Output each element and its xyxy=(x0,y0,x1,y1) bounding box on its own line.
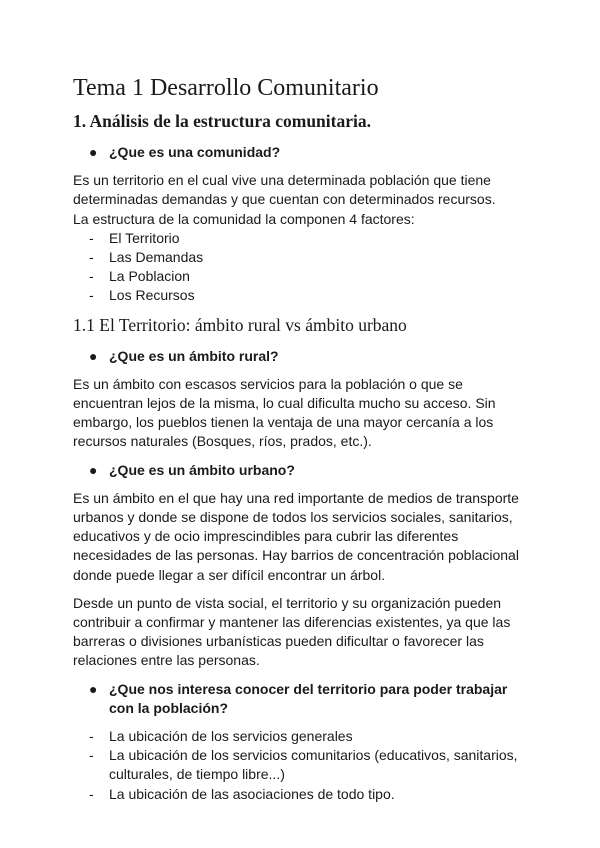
paragraph-urbano: Es un ámbito en el que hay una red importante de medios de transporte urbanos y donde se dispone de todos los servicios sociales, sanitarios, educativos y de ocio imprescindibles para cubrir las diferentes necesidades de las personas. Hay barrios de concentración poblacional donde puede llegar a ser difícil encontrar un árbol. xyxy=(73,489,519,583)
bullet-icon: ● xyxy=(89,347,98,364)
list-item: - La ubicación de las asociaciones de todo tipo. xyxy=(73,785,533,804)
paragraph-social: Desde un punto de vista social, el territorio y su organización pueden contribuir a confirmar y mantener las diferencias existentes, ya que las barreras o divisiones urbanísticas pueden dificultar o favorecer las relaciones entre las personas. xyxy=(73,594,511,669)
document-title: Tema 1 Desarrollo Comunitario xyxy=(73,75,379,101)
question-text: ¿Que nos interesa conocer del territorio para poder trabajar con la población? xyxy=(109,680,508,716)
question-rural xyxy=(73,347,533,366)
dash-icon: - xyxy=(89,287,94,304)
question-comunidad xyxy=(73,143,533,162)
dash-icon: - xyxy=(89,249,94,266)
question-text: ¿Que es una comunidad? xyxy=(109,144,281,160)
factors-list xyxy=(73,229,533,306)
question-text: ¿Que es un ámbito rural? xyxy=(109,347,279,364)
paragraph-comunidad: Es un territorio en el cual vive una determinada población que tiene determinadas demandas y que cuentan con determinados recursos. xyxy=(73,172,496,208)
question-urbano xyxy=(73,461,533,480)
dash-icon: - xyxy=(89,747,94,764)
section-heading-1-1: 1.1 El Territorio: ámbito rural vs ámbito urbano xyxy=(73,314,407,335)
paragraph-estructura: La estructura de la comunidad la componen 4 factores: xyxy=(73,210,415,227)
question-interesa xyxy=(73,680,533,718)
question-text: ¿Que es un ámbito urbano? xyxy=(109,461,295,478)
paragraph-rural: Es un ámbito con escasos servicios para la población o que se encuentran lejos de la misma, lo cual dificulta mucho su acceso. Sin embargo, los pueblos tienen la ventaja de una mayor cercanía a los recursos naturales (Bosques, ríos, prados, etc.). xyxy=(73,375,496,450)
list-item: - La ubicación de los servicios comunitarios (educativos, sanitarios, culturales, de tiempo libre...) xyxy=(89,747,518,783)
list-item: - La ubicación de los servicios generales xyxy=(73,727,533,746)
dash-icon: - xyxy=(89,268,94,285)
document-content xyxy=(73,72,533,804)
list-item: - La Poblacion xyxy=(73,267,533,286)
dash-icon: - xyxy=(89,785,94,802)
interesa-list xyxy=(73,727,533,804)
list-item: - El Territorio xyxy=(73,229,533,248)
bullet-icon: ● xyxy=(89,680,98,697)
list-item: - Los Recursos xyxy=(73,286,533,305)
dash-icon: - xyxy=(89,728,94,745)
bullet-icon: ● xyxy=(89,144,98,160)
bullet-icon: ● xyxy=(89,461,98,478)
list-item: - Las Demandas xyxy=(73,248,533,267)
dash-icon: - xyxy=(89,229,94,246)
section-heading-1: 1. Análisis de la estructura comunitaria. xyxy=(73,111,371,131)
